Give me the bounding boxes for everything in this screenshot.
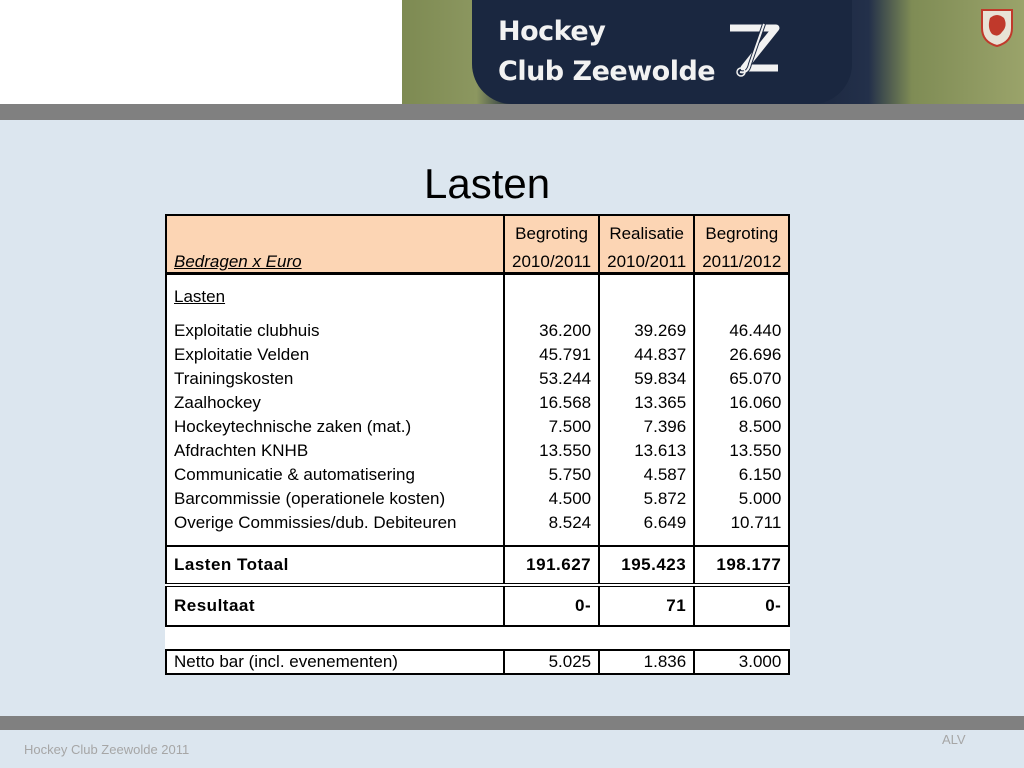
table-row xyxy=(166,511,789,535)
row-value-1: 36.200 xyxy=(504,319,599,343)
row-value-3: 13.550 xyxy=(694,439,789,463)
netto-value-3: 3.000 xyxy=(694,650,789,674)
table-row xyxy=(166,487,789,511)
row-label: Afdrachten KNHB xyxy=(166,439,504,463)
bottom-divider-band xyxy=(0,716,1024,730)
column-header-1-line2: 2010/2011 xyxy=(504,244,599,274)
amounts-caption: Bedragen x Euro xyxy=(166,244,504,274)
spacer-row xyxy=(166,309,789,319)
row-value-3: 8.500 xyxy=(694,415,789,439)
table-row xyxy=(166,439,789,463)
table-row xyxy=(166,319,789,343)
row-value-3: 16.060 xyxy=(694,391,789,415)
total-value-1: 191.627 xyxy=(504,546,599,585)
row-label: Trainingskosten xyxy=(166,367,504,391)
row-label: Hockeytechnische zaken (mat.) xyxy=(166,415,504,439)
banner-photo xyxy=(402,0,1024,104)
row-value-3: 5.000 xyxy=(694,487,789,511)
row-value-2: 5.872 xyxy=(599,487,694,511)
total-value-2: 195.423 xyxy=(599,546,694,585)
footer-meeting-label: ALV xyxy=(942,732,966,747)
expense-rows xyxy=(166,319,789,535)
row-label: Exploitatie clubhuis xyxy=(166,319,504,343)
banner-line2: Club Zeewolde xyxy=(498,56,716,87)
table-row xyxy=(166,367,789,391)
row-value-1: 13.550 xyxy=(504,439,599,463)
total-label: Lasten Totaal xyxy=(166,546,504,585)
expenses-table xyxy=(165,214,790,675)
table-header-row xyxy=(166,244,789,274)
row-value-2: 13.365 xyxy=(599,391,694,415)
row-value-1: 53.244 xyxy=(504,367,599,391)
row-value-3: 46.440 xyxy=(694,319,789,343)
section-label: Lasten xyxy=(166,285,504,309)
column-header-3-line1: Begroting xyxy=(694,215,789,244)
result-value-3: 0- xyxy=(694,585,789,626)
spacer-row xyxy=(166,535,789,546)
row-value-1: 16.568 xyxy=(504,391,599,415)
page-title: Lasten xyxy=(424,160,551,207)
section-row xyxy=(166,285,789,309)
table-row xyxy=(166,391,789,415)
spacer-row xyxy=(166,626,789,650)
result-row xyxy=(166,585,789,626)
result-label: Resultaat xyxy=(166,585,504,626)
row-label: Barcommissie (operationele kosten) xyxy=(166,487,504,511)
row-value-1: 7.500 xyxy=(504,415,599,439)
column-header-1-line1: Begroting xyxy=(504,215,599,244)
header-empty-cell xyxy=(166,215,504,244)
row-value-2: 39.269 xyxy=(599,319,694,343)
row-value-3: 65.070 xyxy=(694,367,789,391)
result-value-2: 71 xyxy=(599,585,694,626)
result-value-1: 0- xyxy=(504,585,599,626)
row-label: Exploitatie Velden xyxy=(166,343,504,367)
table-header-row xyxy=(166,215,789,244)
row-value-2: 13.613 xyxy=(599,439,694,463)
netto-row xyxy=(166,650,789,674)
row-value-1: 8.524 xyxy=(504,511,599,535)
spacer-row xyxy=(166,274,789,286)
row-label: Communicatie & automatisering xyxy=(166,463,504,487)
row-value-2: 59.834 xyxy=(599,367,694,391)
table-row xyxy=(166,343,789,367)
lion-crest-icon xyxy=(978,6,1016,48)
column-header-2-line1: Realisatie xyxy=(599,215,694,244)
footer-club-year: Hockey Club Zeewolde 2011 xyxy=(24,742,190,757)
row-value-1: 4.500 xyxy=(504,487,599,511)
row-value-1: 5.750 xyxy=(504,463,599,487)
column-header-3-line2: 2011/2012 xyxy=(694,244,789,274)
table-row xyxy=(166,415,789,439)
netto-value-1: 5.025 xyxy=(504,650,599,674)
column-header-2-line2: 2010/2011 xyxy=(599,244,694,274)
netto-value-2: 1.836 xyxy=(599,650,694,674)
table-row xyxy=(166,463,789,487)
row-value-2: 4.587 xyxy=(599,463,694,487)
netto-label: Netto bar (incl. evenementen) xyxy=(166,650,504,674)
banner-club-name xyxy=(498,12,715,92)
row-value-3: 26.696 xyxy=(694,343,789,367)
slide-header xyxy=(0,0,1024,104)
hockey-club-emblem-icon xyxy=(724,20,782,84)
total-row xyxy=(166,546,789,585)
row-value-1: 45.791 xyxy=(504,343,599,367)
row-value-3: 6.150 xyxy=(694,463,789,487)
top-divider-band xyxy=(0,104,1024,120)
row-value-2: 6.649 xyxy=(599,511,694,535)
row-label: Overige Commissies/dub. Debiteuren xyxy=(166,511,504,535)
row-label: Zaalhockey xyxy=(166,391,504,415)
banner-line1: Hockey xyxy=(498,16,606,47)
total-value-3: 198.177 xyxy=(694,546,789,585)
row-value-2: 44.837 xyxy=(599,343,694,367)
row-value-3: 10.711 xyxy=(694,511,789,535)
row-value-2: 7.396 xyxy=(599,415,694,439)
